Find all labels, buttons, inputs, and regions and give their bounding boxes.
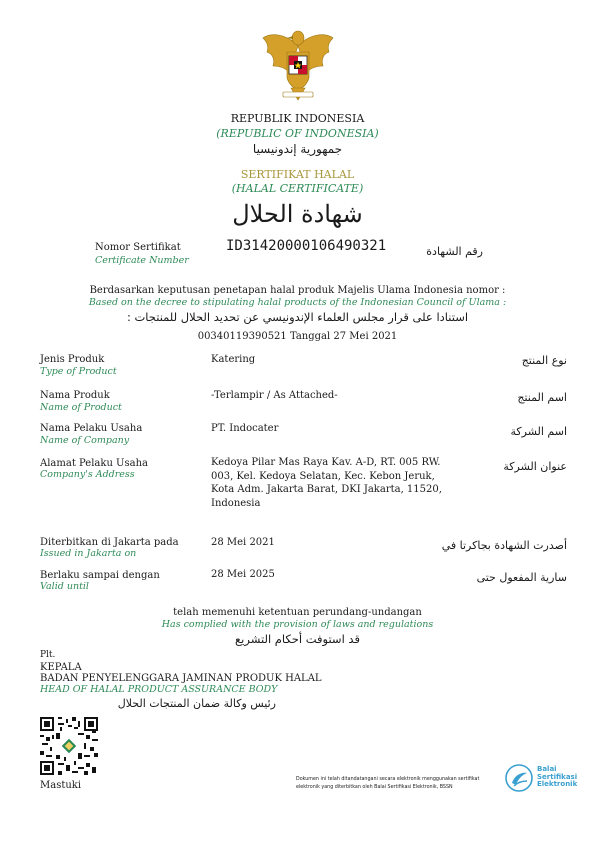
plt-label: Plt. xyxy=(40,650,56,660)
decree-text-ar: استنادا على قرار مجلس العلماء الإندونيسي عن تحديد الحلال للمنتجات : xyxy=(126,310,469,324)
decree-reference: 00340119390521 Tanggal 27 Mei 2021 xyxy=(197,331,398,342)
product-type-label: Jenis Produk xyxy=(40,354,105,365)
valid-until-label-ar: سارية المفعول حتى xyxy=(476,571,567,584)
company-name-label-ar: اسم الشركة xyxy=(510,425,567,438)
footer-note-line-1: Dokumen ini telah ditandatangani secara elektronik menggunakan sertifikat xyxy=(296,777,480,782)
issued-label-ar: أصدرت الشهادة بجاكرتا في xyxy=(441,539,567,552)
footer-note-line-2: elektronik yang diterbitkan oleh Balai Sertifikasi Elektronik, BSSN xyxy=(296,785,453,790)
certificate-number: ID31420000106490321 xyxy=(226,238,387,254)
signatory-body: BADAN PENYELENGGARA JAMINAN PRODUK HALAL xyxy=(40,673,322,684)
company-name-label: Nama Pelaku Usaha xyxy=(40,423,143,434)
issued-label: Diterbitkan di Jakarta pada xyxy=(40,537,179,548)
signatory-body-en: HEAD OF HALAL PRODUCT ASSURANCE BODY xyxy=(40,684,278,695)
signatory-name: Mastuki xyxy=(40,780,82,791)
signatory-title: KEPALA xyxy=(40,662,82,673)
company-address-line-4: Indonesia xyxy=(211,498,261,509)
republic-title-en: (REPUBLIC OF INDONESIA) xyxy=(216,127,379,140)
compliance-text-ar: قد استوفت أحكام التشريع xyxy=(235,632,360,646)
certificate-title-en: (HALAL CERTIFICATE) xyxy=(231,182,364,195)
company-address-line-3: Kota Adm. Jakarta Barat, DKI Jakarta, 11520, xyxy=(211,484,442,495)
product-name-label: Nama Produk xyxy=(40,390,110,401)
certificate-title-ar: شهادة الحلال xyxy=(232,200,363,228)
product-name-value: -Terlampir / As Attached- xyxy=(211,390,338,401)
republic-title-ar: جمهورية إندونيسيا xyxy=(252,142,343,156)
product-name-label-en: Name of Product xyxy=(40,402,122,413)
company-address-label-ar: عنوان الشركة xyxy=(503,460,567,473)
product-type-value: Katering xyxy=(211,354,256,365)
company-address-label-en: Company's Address xyxy=(40,469,135,480)
compliance-text-en: Has complied with the provision of laws and regulations xyxy=(161,619,434,630)
company-name-label-en: Name of Company xyxy=(40,435,130,446)
bsre-logo-icon xyxy=(505,764,533,792)
certificate-number-label-ar: رقم الشهادة xyxy=(426,245,483,258)
compliance-text: telah memenuhi ketentuan perundang-undangan xyxy=(173,607,422,618)
company-name-value: PT. Indocater xyxy=(211,423,279,434)
valid-until-label-en: Valid until xyxy=(40,581,89,592)
signatory-body-ar: رئيس وكالة ضمان المنتجات الحلال xyxy=(117,697,276,710)
qr-code xyxy=(40,717,98,775)
issued-date: 28 Mei 2021 xyxy=(211,537,275,548)
company-address-line-2: 003, Kel. Kedoya Selatan, Kec. Kebon Jeruk, xyxy=(211,471,435,482)
certificate-number-label-en: Certificate Number xyxy=(95,255,189,266)
garuda-pancasila-emblem xyxy=(257,24,339,106)
company-address-line-1: Kedoya Pilar Mas Raya Kav. A-D, RT. 005 RW. xyxy=(211,457,441,468)
product-type-label-ar: نوع المنتج xyxy=(521,354,567,367)
company-address-label: Alamat Pelaku Usaha xyxy=(40,458,148,469)
issued-label-en: Issued in Jakarta on xyxy=(40,548,137,559)
valid-until-label: Berlaku sampai dengan xyxy=(40,570,160,581)
bsre-logo-text: Balai Sertifikasi Elektronik xyxy=(537,765,578,788)
product-type-label-en: Type of Product xyxy=(40,366,117,377)
republic-title: REPUBLIK INDONESIA xyxy=(230,112,365,125)
decree-text-en: Based on the decree to stipulating halal products of the Indonesian Council of Ulama : xyxy=(88,297,507,308)
certificate-number-label: Nomor Sertifikat xyxy=(95,242,181,253)
valid-until-date: 28 Mei 2025 xyxy=(211,569,275,580)
certificate-title: SERTIFIKAT HALAL xyxy=(240,168,355,181)
product-name-label-ar: اسم المنتج xyxy=(517,391,567,404)
decree-text: Berdasarkan keputusan penetapan halal produk Majelis Ulama Indonesia nomor : xyxy=(89,285,506,296)
